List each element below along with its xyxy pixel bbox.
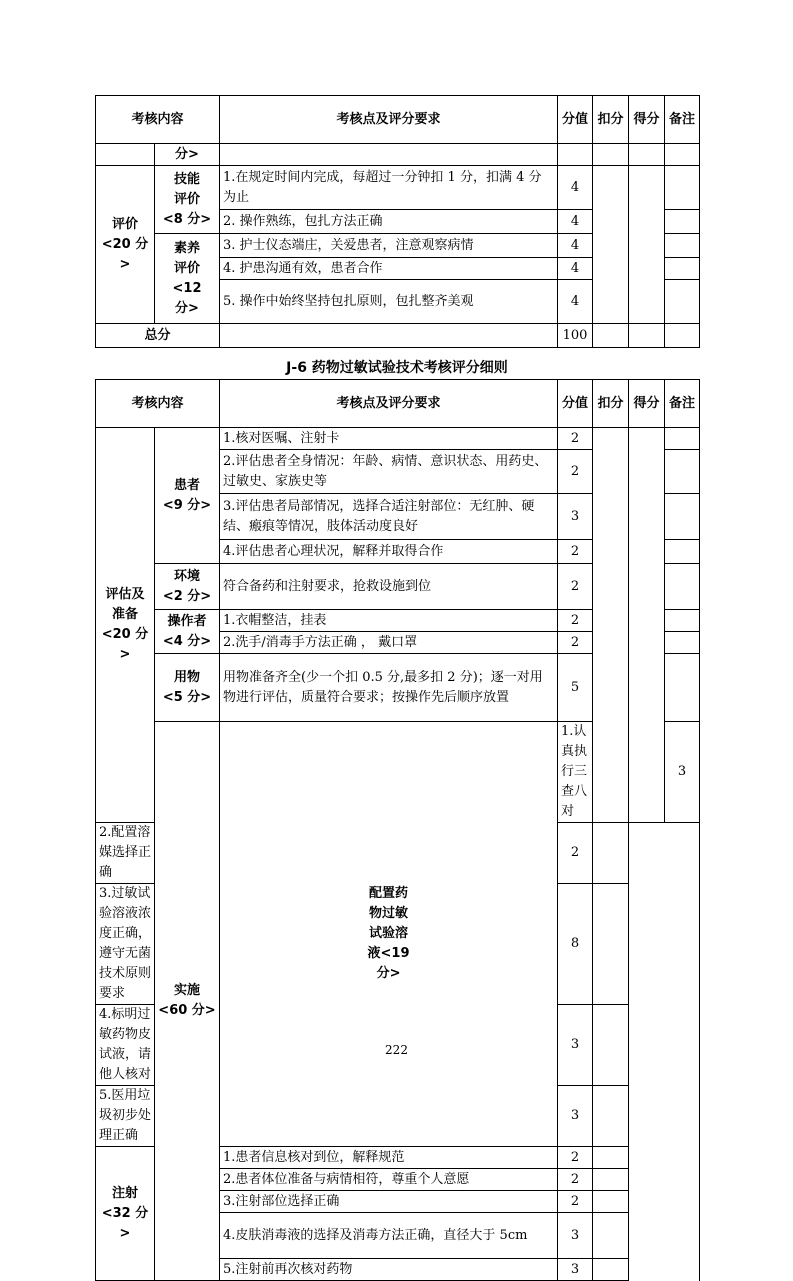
criterion-score: 2 <box>558 610 593 632</box>
criterion-score: 2 <box>558 1147 593 1169</box>
criterion-score: 4 <box>558 234 593 258</box>
table-row <box>96 144 700 166</box>
criterion-score: 3 <box>558 1259 593 1281</box>
criterion-text: 2.洗手/消毒手方法正确 ， 戴口罩 <box>220 632 558 654</box>
header-score: 分值 <box>558 380 593 428</box>
table-row <box>96 166 700 210</box>
criterion-text: 3.注射部位选择正确 <box>220 1191 558 1213</box>
header-row <box>96 96 700 144</box>
criterion-text: 5.注射前再次核对药物 <box>220 1259 558 1281</box>
criterion-score: 2 <box>558 540 593 564</box>
header-get: 得分 <box>629 96 665 144</box>
header-content: 考核内容 <box>96 380 220 428</box>
criterion-text: 3. 护士仪态端庄，关爱患者，注意观察病情 <box>220 234 558 258</box>
criterion-score: 4 <box>558 210 593 234</box>
header-points: 考核点及评分要求 <box>220 380 558 428</box>
subcategory-operator: 操作者 <4 分> <box>155 610 220 654</box>
header-deduct: 扣分 <box>593 380 629 428</box>
criterion-text: 2.患者体位准备与病情相符，尊重个人意愿 <box>220 1169 558 1191</box>
subcategory-environment: 环境 <2 分> <box>155 564 220 610</box>
subcategory-patient: 患者 <9 分> <box>155 428 220 564</box>
scoring-table-2 <box>95 379 700 1281</box>
scoring-table-1 <box>95 95 700 348</box>
criterion-score: 3 <box>558 1005 593 1086</box>
criterion-text: 1.在规定时间内完成，每超过一分钟扣 1 分，扣满 4 分为止 <box>220 166 558 210</box>
header-content: 考核内容 <box>96 96 220 144</box>
criterion-score: 2 <box>558 632 593 654</box>
header-note: 备注 <box>665 96 700 144</box>
page-number: 222 <box>385 1043 408 1057</box>
subcategory-materials: 用物 <5 分> <box>155 654 220 722</box>
criterion-text: 1.患者信息核对到位，解释规范 <box>220 1147 558 1169</box>
category-evaluation: 评价 <20 分> <box>96 166 155 324</box>
criterion-text: 2. 操作熟练，包扎方法正确 <box>220 210 558 234</box>
criterion-score: 5 <box>558 654 593 722</box>
criterion-score: 2 <box>558 428 593 450</box>
criterion-text: 4.皮肤消毒液的选择及消毒方法正确，直径大于 5cm <box>220 1213 558 1259</box>
criterion-text: 2.配置溶媒选择正确 <box>96 823 155 884</box>
criterion-score: 3 <box>665 722 700 823</box>
subcategory-literacy: 素养 评价 <12 分> <box>155 234 220 324</box>
table-row <box>96 428 700 450</box>
category-implementation: 实施 <60 分> <box>155 722 220 1281</box>
criterion-text: 1.核对医嘱、注射卡 <box>220 428 558 450</box>
criterion-text: 3.评估患者局部情况，选择合适注射部位：无红肿、硬结、瘢痕等情况，肢体活动度良好 <box>220 494 558 540</box>
criterion-score: 4 <box>558 166 593 210</box>
subcategory-skill: 技能 评价 <8 分> <box>155 166 220 234</box>
total-label: 总分 <box>96 324 220 348</box>
criterion-text: 4. 护患沟通有效，患者合作 <box>220 258 558 280</box>
criterion-text: 1.认真执行三查八对 <box>558 722 593 823</box>
criterion-text: 3.过敏试验溶液浓度正确，遵守无菌技术原则要求 <box>96 884 155 1005</box>
criterion-score: 2 <box>558 823 593 884</box>
header-deduct: 扣分 <box>593 96 629 144</box>
total-row <box>96 324 700 348</box>
criterion-text: 2.评估患者全身情况：年龄、病情、意识状态、用药史、过敏史、家族史等 <box>220 450 558 494</box>
header-points: 考核点及评分要求 <box>220 96 558 144</box>
section-title: J-6 药物过敏试验技术考核评分细则 <box>286 360 508 376</box>
criterion-score: 2 <box>558 564 593 610</box>
criterion-text: 4.标明过敏药物皮试液，请他人核对 <box>96 1005 155 1086</box>
subcategory-solution-prep: 配置药 物过敏 试验溶 液<19 分> <box>220 722 558 1147</box>
criterion-text: 符合备药和注射要求，抢救设施到位 <box>220 564 558 610</box>
criterion-score: 3 <box>558 1213 593 1259</box>
criterion-score: 3 <box>558 1086 593 1147</box>
category-assessment-prep: 评估及 准备 <20 分> <box>96 428 155 823</box>
header-get: 得分 <box>629 380 665 428</box>
criterion-score: 4 <box>558 258 593 280</box>
header-note: 备注 <box>665 380 700 428</box>
criterion-score: 2 <box>558 1169 593 1191</box>
criterion-text: 用物准备齐全(少一个扣 0.5 分,最多扣 2 分)；逐一对用物进行评估，质量符合要求；按操作先后顺序放置 <box>220 654 558 722</box>
criterion-score: 8 <box>558 884 593 1005</box>
total-score: 100 <box>558 324 593 348</box>
subcategory-injection: 注射 <32 分> <box>96 1147 155 1281</box>
criterion-text: 5. 操作中始终坚持包扎原则，包扎整齐美观 <box>220 280 558 324</box>
criterion-text: 1.衣帽整洁，挂表 <box>220 610 558 632</box>
criterion-text: 4.评估患者心理状况，解释并取得合作 <box>220 540 558 564</box>
continued-subcategory: 分> <box>155 144 220 166</box>
header-row <box>96 380 700 428</box>
criterion-score: 4 <box>558 280 593 324</box>
header-score: 分值 <box>558 96 593 144</box>
empty-cell <box>96 144 155 166</box>
criterion-score: 3 <box>558 494 593 540</box>
criterion-score: 2 <box>558 450 593 494</box>
criterion-score: 2 <box>558 1191 593 1213</box>
criterion-text: 5.医用垃圾初步处理正确 <box>96 1086 155 1147</box>
